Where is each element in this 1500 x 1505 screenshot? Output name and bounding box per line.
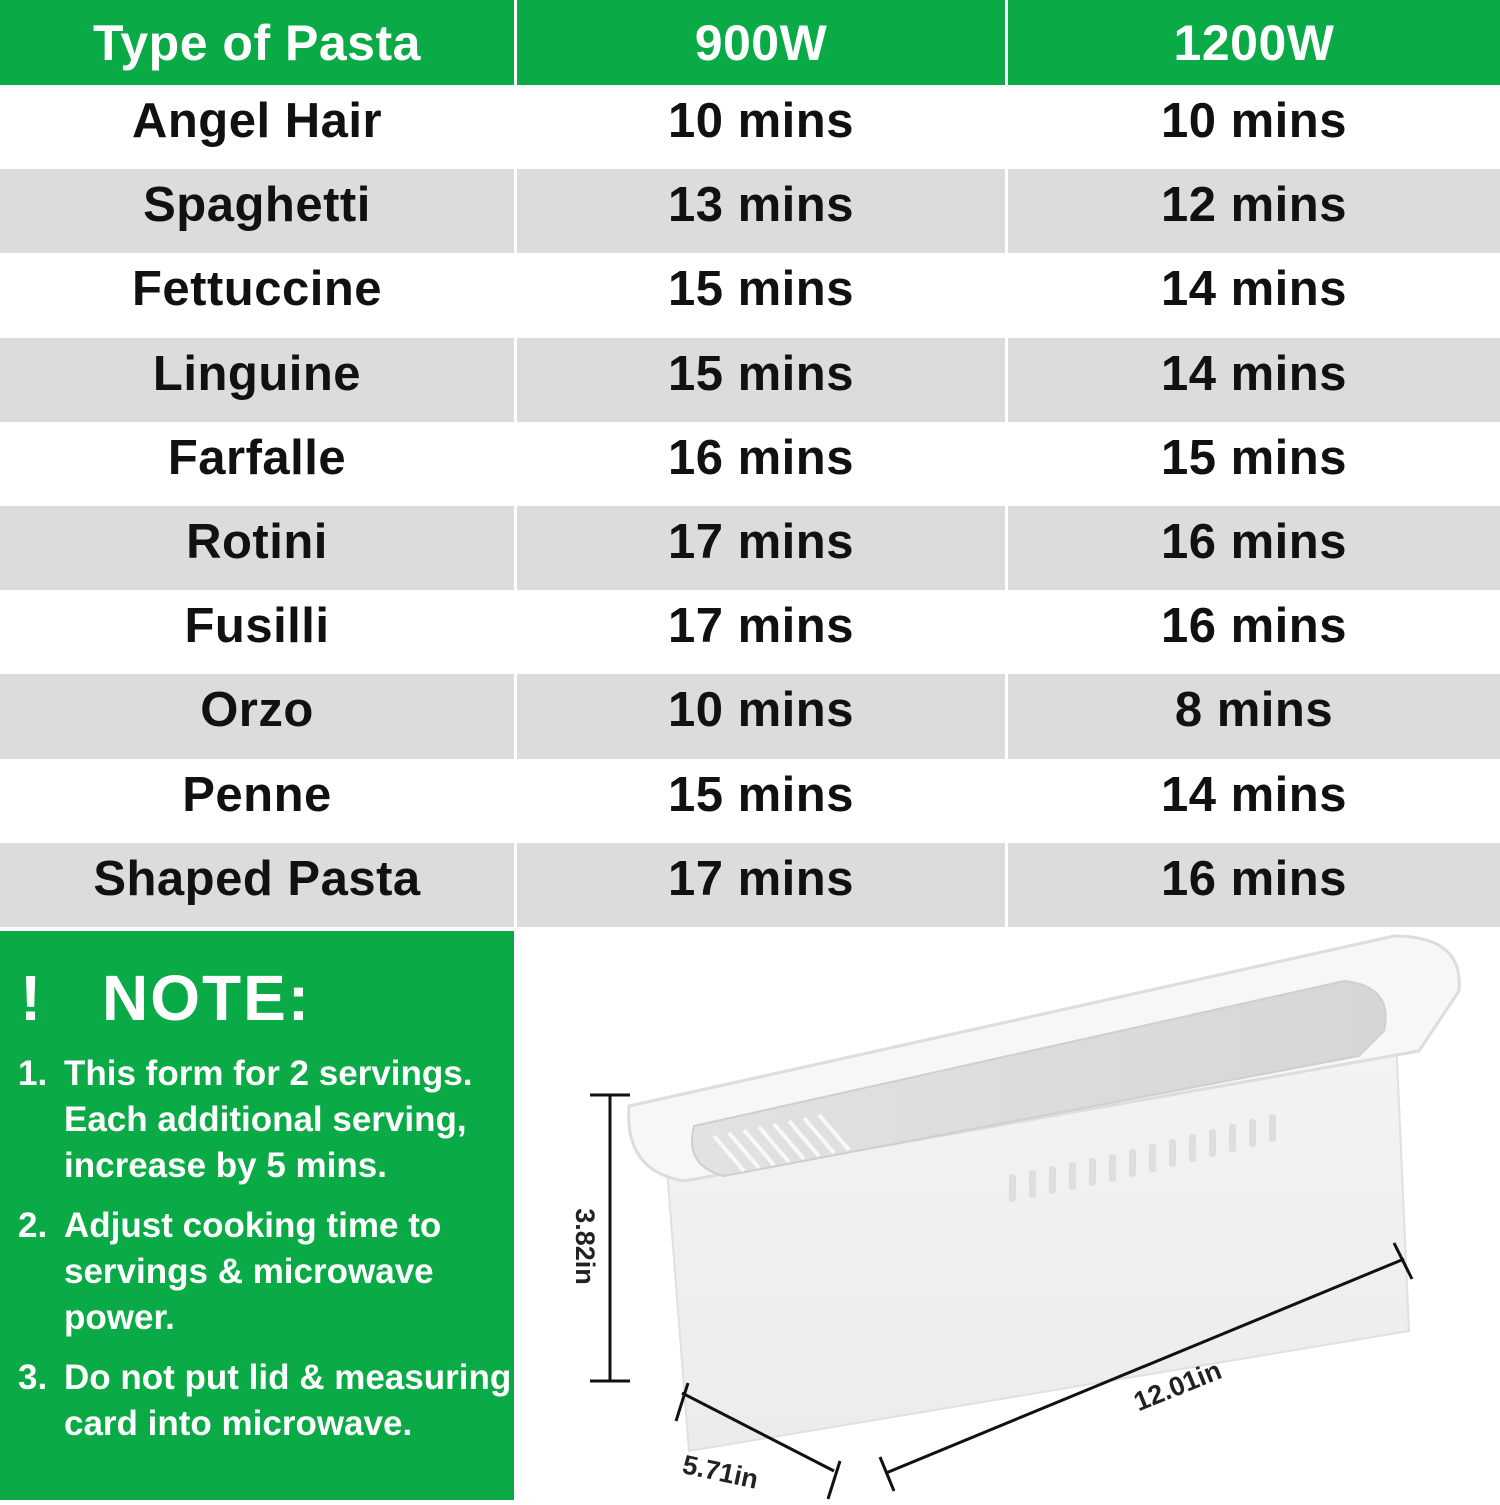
time-900w-cell: 13 mins bbox=[517, 169, 1005, 253]
pasta-cooker-illustration bbox=[514, 931, 1500, 1500]
time-1200w-cell: 16 mins bbox=[1008, 843, 1500, 927]
note-title bbox=[20, 961, 311, 1035]
header-1200w: 1200W bbox=[1008, 0, 1500, 85]
pasta-name-cell: Orzo bbox=[0, 674, 514, 758]
pasta-name-cell: Linguine bbox=[0, 338, 514, 422]
table-header-row bbox=[0, 0, 1500, 85]
list-item bbox=[18, 1203, 512, 1341]
pasta-name-cell: Spaghetti bbox=[0, 169, 514, 253]
time-1200w-cell: 8 mins bbox=[1008, 674, 1500, 758]
table-row bbox=[0, 422, 1500, 506]
time-900w-cell: 15 mins bbox=[517, 338, 1005, 422]
time-1200w-cell: 15 mins bbox=[1161, 430, 1347, 485]
list-item bbox=[18, 1355, 512, 1447]
list-text: This form for 2 servings. Each additional serving, increase by 5 mins. bbox=[64, 1054, 473, 1185]
time-900w-cell: 15 mins bbox=[668, 767, 854, 822]
pasta-name-cell: Angel Hair bbox=[131, 94, 383, 149]
pasta-name-cell: Penne bbox=[182, 767, 332, 822]
table-row bbox=[0, 843, 1500, 927]
note-panel bbox=[0, 931, 514, 1500]
time-900w-cell: 17 mins bbox=[517, 506, 1005, 590]
pasta-name-cell: Farfalle bbox=[167, 430, 347, 485]
time-900w-cell: 17 mins bbox=[668, 599, 854, 654]
pasta-name-cell: Fusilli bbox=[184, 599, 330, 654]
list-text: Adjust cooking time to servings & microwave power. bbox=[64, 1206, 442, 1337]
list-number: 2. bbox=[18, 1206, 48, 1245]
table-row bbox=[0, 674, 1500, 758]
exclamation-icon: ! bbox=[20, 962, 44, 1034]
time-1200w-cell: 12 mins bbox=[1008, 169, 1500, 253]
time-1200w-cell: 16 mins bbox=[1161, 599, 1347, 654]
header-900w: 900W bbox=[517, 0, 1005, 85]
list-number: 1. bbox=[18, 1054, 48, 1093]
table-row bbox=[0, 506, 1500, 590]
list-number: 3. bbox=[18, 1358, 48, 1397]
time-1200w-cell: 14 mins bbox=[1161, 262, 1347, 317]
time-1200w-cell: 16 mins bbox=[1008, 506, 1500, 590]
table-row bbox=[0, 85, 1500, 169]
pasta-name-cell: Fettuccine bbox=[131, 262, 383, 317]
header-type-of-pasta: Type of Pasta bbox=[0, 0, 514, 85]
length-dimension-label: 12.01in bbox=[1129, 1354, 1226, 1418]
time-900w-cell: 10 mins bbox=[517, 674, 1005, 758]
note-heading: NOTE: bbox=[102, 962, 312, 1034]
time-900w-cell: 10 mins bbox=[668, 94, 854, 149]
time-1200w-cell: 10 mins bbox=[1161, 94, 1347, 149]
list-item bbox=[18, 1051, 512, 1189]
table-row bbox=[0, 253, 1500, 337]
time-900w-cell: 15 mins bbox=[668, 262, 854, 317]
time-1200w-cell: 14 mins bbox=[1161, 767, 1347, 822]
height-dimension-label: 3.82in bbox=[569, 1208, 600, 1285]
time-1200w-cell: 14 mins bbox=[1008, 338, 1500, 422]
list-text: Do not put lid & measuring card into microwave. bbox=[64, 1358, 512, 1443]
note-list bbox=[18, 1051, 512, 1461]
table-row bbox=[0, 590, 1500, 674]
width-dimension-label: 5.71in bbox=[679, 1449, 761, 1495]
pasta-cooker-drawing bbox=[514, 931, 1500, 1500]
table-row bbox=[0, 169, 1500, 253]
time-900w-cell: 17 mins bbox=[517, 843, 1005, 927]
pasta-name-cell: Rotini bbox=[0, 506, 514, 590]
pasta-name-cell: Shaped Pasta bbox=[0, 843, 514, 927]
table-row bbox=[0, 338, 1500, 422]
time-900w-cell: 16 mins bbox=[668, 430, 854, 485]
table-row bbox=[0, 759, 1500, 843]
